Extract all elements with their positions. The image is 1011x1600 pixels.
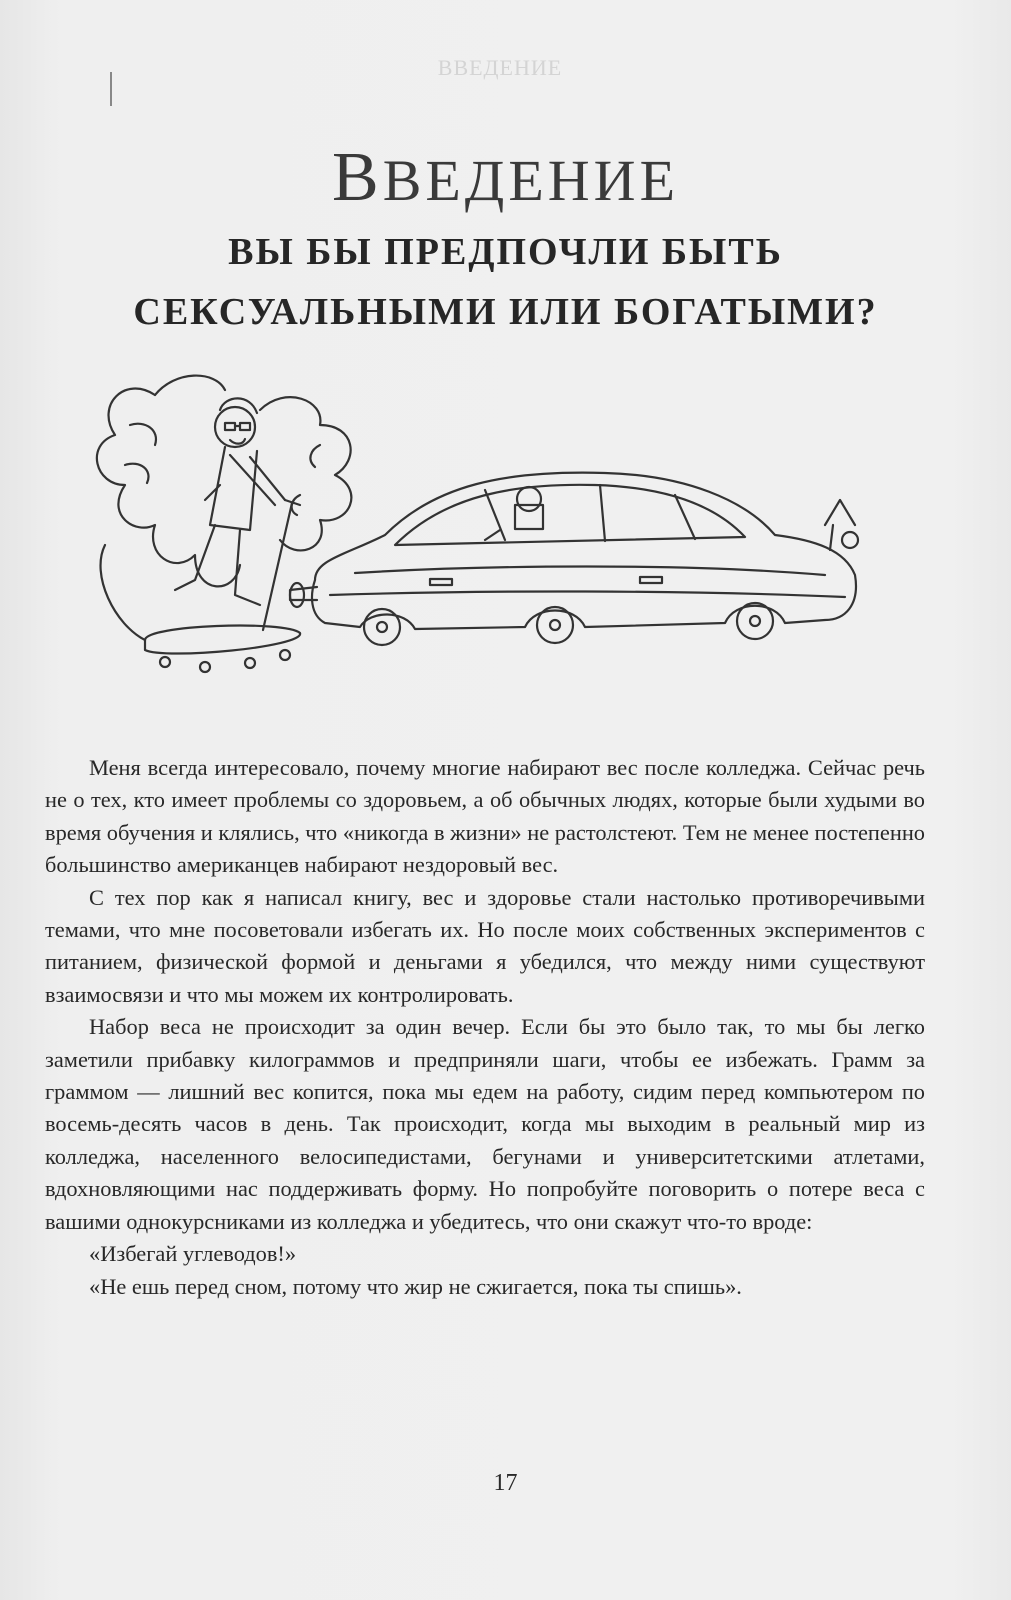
- bleed-through-text: ВВЕДЕНИЕ: [437, 55, 563, 80]
- body-text: [45, 752, 925, 1303]
- scooter-rider: [175, 398, 285, 605]
- page-number: 17: [493, 1470, 518, 1496]
- margin-mark: [110, 72, 112, 106]
- paragraph: С тех пор как я написал книгу, вес и здоровье стали настолько противоречивыми темами, что мне посоветовали избегать их. Но после моих собственных экспериментов с питанием, физической формой и деньгами я убедился, что между ними существуют взаимосвязи и что мы можем их контролировать.: [45, 884, 925, 1007]
- chapter-title: ВВЕДЕНИЕ: [331, 139, 679, 216]
- car: [290, 473, 858, 645]
- exhaust-cloud: [97, 376, 351, 587]
- scooter-and-car-illustration: [85, 365, 905, 695]
- paragraph: Набор веса не происходит за один вечер. Если бы это было так, то мы бы легко заметили прибавку килограммов и предприняли шаги, чтобы ее избежать. Грамм за граммом — лишний вес копится, пока мы едем на работу, сидим перед компьютером по восемь-десять часов в день. Так происходит, когда мы выходим в реальный мир из колледжа, населенного велосипедистами, бегунами и университетскими атлетами, вдохновляющими нас поддерживать форму. Но попробуйте поговорить о потере веса с вашими однокурсниками из колледжа и убедитесь, что они скажут что-то вроде:: [45, 1014, 925, 1234]
- chapter-subtitle: [0, 222, 1011, 342]
- scooter: [101, 500, 301, 672]
- subtitle-line-1: ВЫ БЫ ПРЕДПОЧЛИ БЫТЬ: [228, 231, 783, 273]
- quote-line: «Избегай углеводов!»: [89, 1241, 297, 1267]
- paragraph: Меня всегда интересовало, почему многие набирают вес после колледжа. Сейчас речь не о тех, кто имеет проблемы со здоровьем, а об обычных людях, которые были худыми во время обучения и клялись, что «никогда в жизни» не растолстеют. Тем не менее постепенно большинство американцев набирают нездоровый вес.: [45, 755, 925, 878]
- quote-line: «Не ешь перед сном, потому что жир не сжигается, пока ты спишь».: [89, 1273, 742, 1299]
- subtitle-line-2: СЕКСУАЛЬНЫМИ ИЛИ БОГАТЫМИ?: [133, 291, 878, 333]
